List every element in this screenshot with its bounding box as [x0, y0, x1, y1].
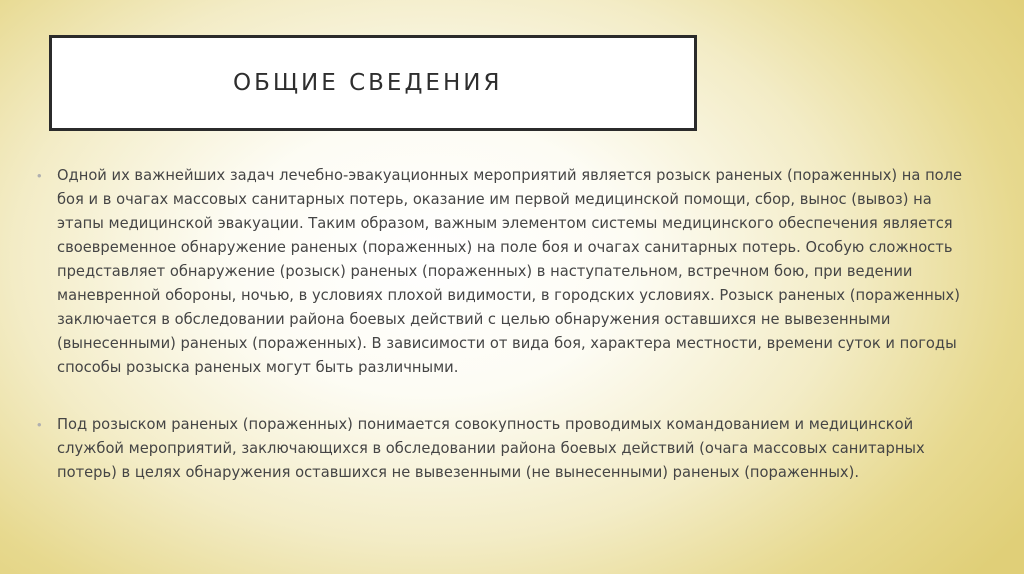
bullet-paragraph-1 — [37, 164, 997, 380]
slide-title: ОБЩИЕ СВЕДЕНИЯ — [233, 70, 503, 96]
content-body — [37, 164, 997, 485]
paragraph-text-2: Под розыском раненых (пораженных) понимается совокупность проводимых командованием и медицинской службой мероприятий, заключающихся в обследовании района боевых действий (очага массовых санитарных потерь) в целях обнаружения оставшихся не вывезенными (не вынесенными) раненых (пораженных). — [57, 416, 925, 481]
bullet-icon: • — [37, 168, 42, 183]
title-box — [49, 35, 697, 131]
bullet-paragraph-2 — [37, 413, 997, 485]
paragraph-text-1: Одной их важнейших задач лечебно-эвакуационных мероприятий является розыск раненых (пораженных) на поле боя и в очагах массовых санитарных потерь, оказание им первой медицинской помощи, сбор, вынос (вывоз) на этапы медицинской эвакуации. Таким образом, важным элементом системы медицинского обеспечения является своевременное обнаружение раненых (пораженных) на поле боя и очагах санитарных потерь. Особую сложность представляет обнаружение (розыск) раненых (пораженных) в наступательном, встречном бою, при ведении маневренной обороны, ночью, в условиях плохой видимости, в городских условиях. Розыск раненых (пораженных) заключается в обследовании района боевых действий с целью обнаружения оставшихся не вывезенными (вынесенными) раненых (пораженных). В зависимости от вида боя, характера местности, времени суток и погоды способы розыска раненых могут быть различными. — [57, 167, 963, 376]
bullet-icon: • — [37, 417, 42, 432]
